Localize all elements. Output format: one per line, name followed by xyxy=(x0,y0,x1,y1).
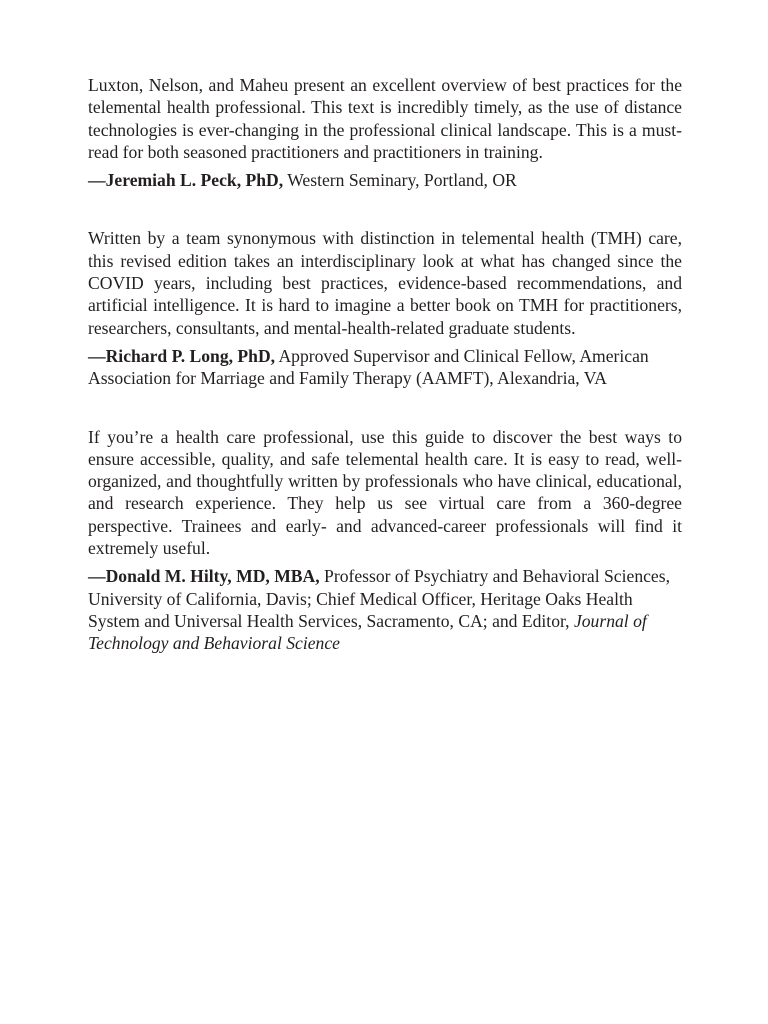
endorser-name: —Jeremiah L. Peck, PhD, xyxy=(88,170,284,191)
endorsement-quote: Written by a team synonymous with distinction in telemental health (TMH) care, this revised edition takes an interdisciplinary look at what has changed since the COVID years, including best practices, evidence-based recommendations, and artificial intelligence. It is hard to imagine a better book on TMH for practitioners, researchers, consultants, and mental-health-related graduate students. xyxy=(88,228,682,338)
endorser-name: —Richard P. Long, PhD, xyxy=(88,345,276,366)
endorsements-page xyxy=(88,74,682,655)
endorsement-quote: If you’re a health care professional, use this guide to discover the best ways to ensure accessible, quality, and safe telemental health care. It is easy to read, well-organized, and thoughtfully written by professionals who have clinical, educational, and research experience. They help us see virtual care from a 360-degree perspective. Trainees and early- and advanced-career professionals will find it extremely useful. xyxy=(88,426,682,559)
endorsement-long xyxy=(88,227,682,389)
endorser-publication-title: Journal of Technology and Behavioral Science xyxy=(88,610,647,654)
endorsement-quote: Luxton, Nelson, and Maheu present an excellent overview of best practices for the telemental health professional. This text is incredibly timely, as the use of distance technologies is ever-changing in the professional clinical landscape. This is a must-read for both seasoned practitioners and practitioners in training. xyxy=(88,75,682,162)
endorsement-attribution xyxy=(88,169,682,191)
endorser-affiliation: Professor of Psychiatry and Behavioral Sciences, University of California, Davis; Chief Medical Officer, Heritage Oaks Health System and Universal Health Services, Sacramento, CA; and Editor, xyxy=(88,566,670,631)
endorser-name: —Donald M. Hilty, MD, MBA, xyxy=(88,566,320,587)
endorsement-peck xyxy=(88,74,682,191)
endorsement-attribution xyxy=(88,345,682,390)
endorser-affiliation: Western Seminary, Portland, OR xyxy=(283,170,517,191)
endorser-affiliation: Approved Supervisor and Clinical Fellow, American Association for Marriage and Family Therapy (AAMFT), Alexandria, VA xyxy=(88,345,649,389)
endorsement-attribution xyxy=(88,565,682,654)
endorsement-hilty xyxy=(88,426,682,655)
